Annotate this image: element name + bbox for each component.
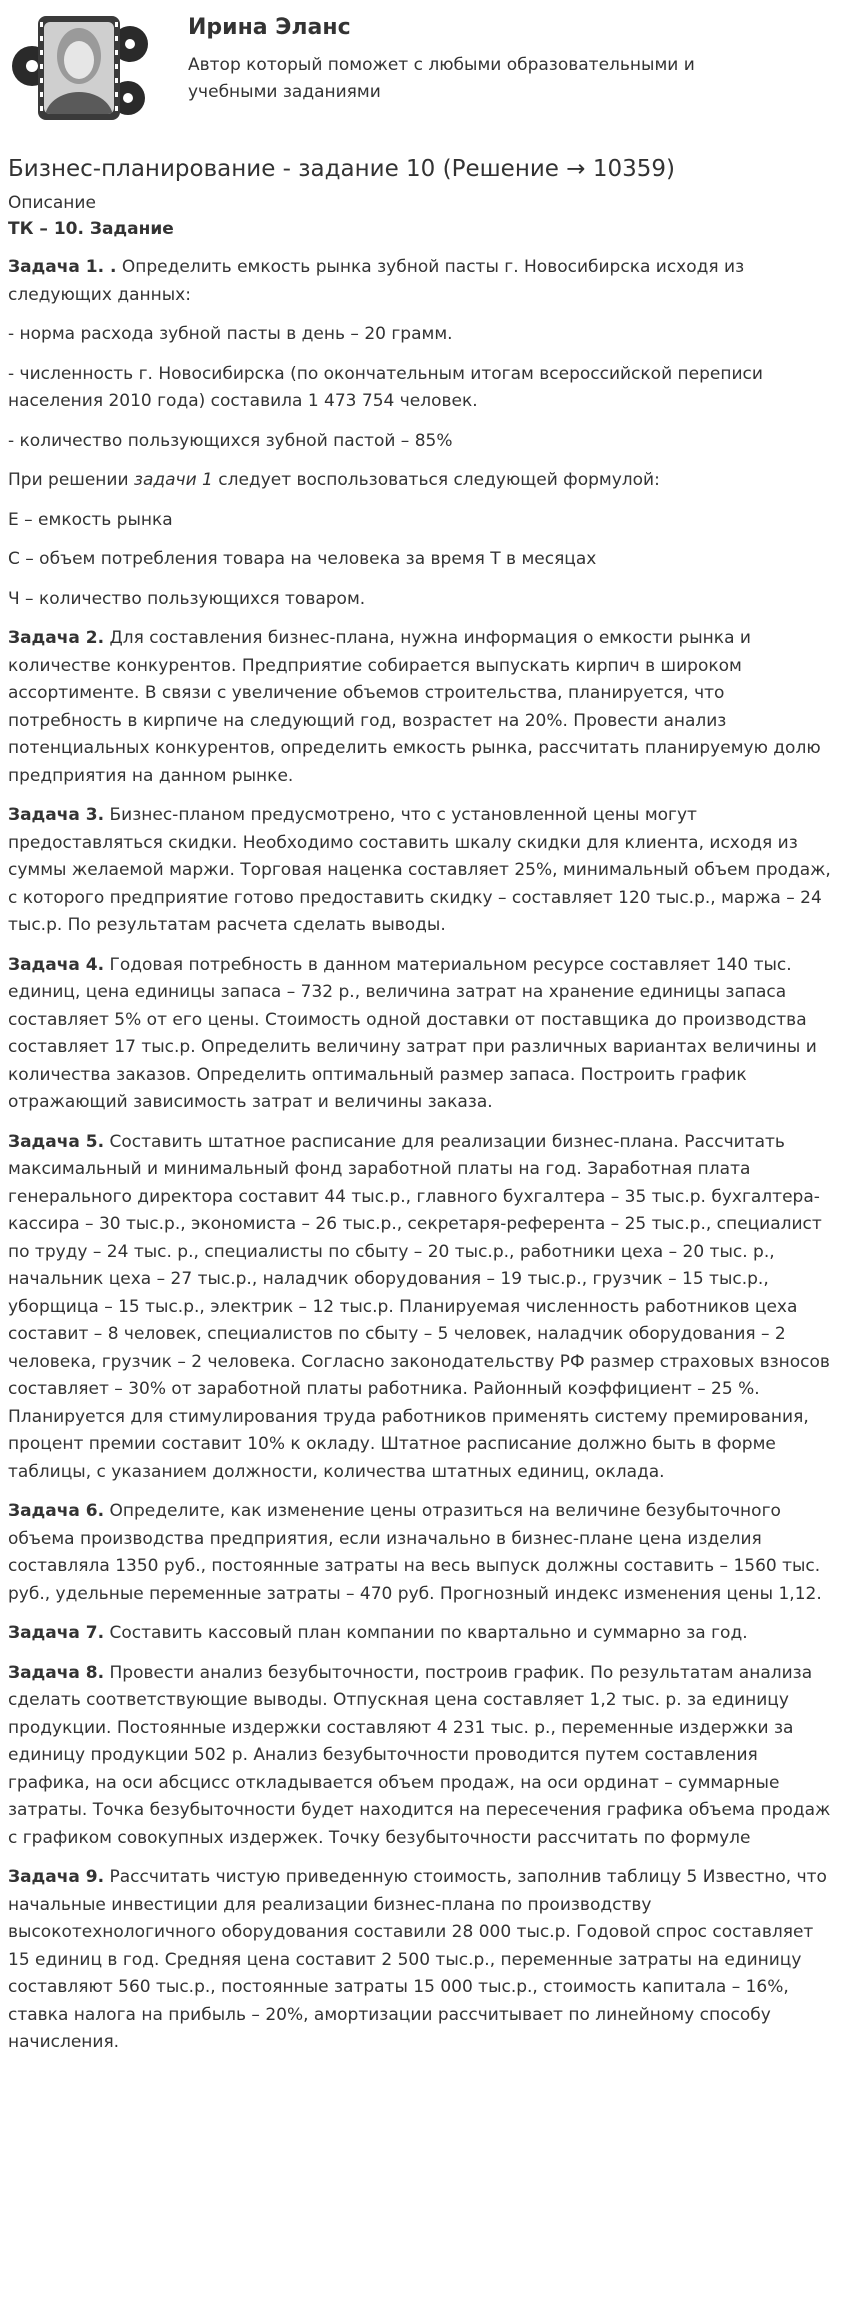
- paragraph-text: Ч – количество пользующихся товаром.: [8, 588, 366, 609]
- task-label: Задача 1. .: [8, 257, 117, 277]
- paragraph: [8, 1498, 838, 1608]
- paragraph: [8, 1620, 838, 1648]
- paragraph-text: Провести анализ безубыточности, построив график. По результатам анализа сделать соответствующие выводы. Отпускная цена составляет 1,2 тыс. р. за единицу продукции. Постоянные издержки составляют 4 231 тыс. р., переменные издержки за единицу продукции 502 р. Анализ безубыточности проводится путем составления графика, на оси абсцисс откладывается объем продаж, на оси ординат – суммарные затраты. Точка безубыточности будет находится на пересечения графика объема продаж с графиком совокупных издержек. Точку безубыточности рассчитать по формуле: [8, 1662, 831, 1848]
- paragraph-text: Бизнес-планом предусмотрено, что с установленной цены могут предоставляться скидки. Необходимо составить шкалу скидки для клиента, исходя из суммы желаемой маржи. Торговая наценка составляет 25%, минимальный объем продаж, с которого предприятие готово предоставить скидку – составляет 120 тыс.р., маржа – 24 тыс.р. По результатам расчета сделать выводы.: [8, 805, 831, 935]
- task-label: Задача 9.: [8, 1867, 105, 1887]
- paragraph: [8, 254, 838, 309]
- paragraph: [8, 1660, 838, 1853]
- paragraph-text: Рассчитать чистую приведенную стоимость, заполнив таблицу 5 Известно, что начальные инвестиции для реализации бизнес-плана по производству высокотехнологичного оборудования составили 28 000 тыс.р. Годовой спрос составляет 15 единиц в год. Средняя цена составит 2 500 тыс.р., переменные затраты на единицу составляют 560 тыс.р., постоянные затраты 15 000 тыс.р., стоимость капитала – 16%, ставка налога на прибыль – 20%, амортизации рассчитывает по линейному способу начисления.: [8, 1867, 827, 2052]
- paragraph: [8, 361, 838, 416]
- emphasis-text: задачи 1: [133, 470, 213, 490]
- page-title: Бизнес-планирование - задание 10 (Решение → 10359): [8, 156, 675, 182]
- paragraph: [8, 467, 838, 495]
- paragraph: [8, 321, 838, 349]
- paragraph-text: Составить штатное расписание для реализации бизнес-плана. Рассчитать максимальный и минимальный фонд заработной платы на год. Заработная плата генерального директора составит 44 тыс.р., главного бухгалтера – 35 тыс.р. бухгалтера-кассира – 30 тыс.р., экономиста – 26 тыс.р., секретаря-референта – 25 тыс.р., специалист по труду – 24 тыс. р., специалисты по сбыту – 20 тыс.р., работники цеха – 20 тыс. р., начальник цеха – 27 тыс.р., наладчик оборудования – 19 тыс.р., грузчик – 15 тыс.р., уборщица – 15 тыс.р., электрик – 12 тыс.р. Планируемая численность работников цеха составит – 8 человек, специалистов по сбыту – 5 человек, наладчик оборудования – 2 человека, грузчик – 2 человека. Согласно законодательству РФ размер страховых взносов составляет – 30% от заработной платы работника. Районный коэффициент – 25 %. Планируется для стимулирования труда работников применять систему премирования, процент премии составит 10% к окладу. Штатное расписание должно быть в форме таблицы, с указанием должности, количества штатных единиц, оклада.: [8, 1131, 830, 1482]
- task-label: Задача 2.: [8, 628, 105, 648]
- paragraph: [8, 428, 838, 456]
- paragraph-text: Для составления бизнес-плана, нужна информация о емкости рынка и количестве конкурентов. Предприятие собирается выпускать кирпич в широком ассортименте. В связи с увеличение объемов строительства, планируется, что потребность в кирпиче на следующий год, возрастет на 20%. Провести анализ потенциальных конкурентов, определить емкость рынка, рассчитать планируемую долю предприятия на данном рынке.: [8, 628, 821, 786]
- paragraph-text: С – объем потребления товара на человека за время Т в месяцах: [8, 549, 597, 569]
- paragraph-text: Составить кассовый план компании по квартально и суммарно за год.: [104, 1623, 748, 1643]
- paragraph: [8, 802, 838, 940]
- paragraph-text: Определить емкость рынка зубной пасты г. Новосибирска исходя из следующих данных:: [8, 257, 745, 305]
- paragraph: [8, 1864, 838, 2057]
- task-label: Задача 3.: [8, 805, 105, 825]
- author-avatar[interactable]: [10, 8, 152, 128]
- paragraph-text: При решении: [8, 470, 134, 490]
- paragraph: [8, 952, 838, 1117]
- task-label: Задача 6.: [8, 1501, 105, 1521]
- paragraph-text: следует воспользоваться следующей формулой:: [212, 470, 660, 490]
- task-label: Задача 4.: [8, 954, 105, 975]
- paragraph: [8, 1129, 838, 1487]
- paragraph-text: - норма расхода зубной пасты в день – 20 грамм.: [8, 324, 453, 344]
- author-description: Автор который поможет с любыми образовательными и учебными заданиями: [188, 55, 695, 102]
- paragraph-text: Е – емкость рынка: [8, 509, 173, 530]
- task-label: Задача 8.: [8, 1662, 105, 1683]
- task-label: Задача 5.: [8, 1131, 105, 1152]
- author-name[interactable]: Ирина Эланс: [188, 15, 351, 40]
- paragraph: [8, 546, 838, 574]
- avatar-film-frame-icon: [10, 8, 152, 128]
- paragraph-text: Определите, как изменение цены отразиться на величине безубыточного объема производства предприятия, если изначально в бизнес-плане цена изделия составляла 1350 руб., постоянные затраты на весь выпуск должны составить – 1560 тыс. руб., удельные переменные затраты – 470 руб. Прогнозный индекс изменения цены 1,12.: [8, 1501, 822, 1604]
- task-text: [8, 254, 839, 2057]
- paragraph: [8, 507, 838, 535]
- paragraph: [8, 586, 838, 614]
- paragraph: [8, 625, 838, 790]
- task-label: Задача 7.: [8, 1623, 105, 1643]
- paragraph-text: Годовая потребность в данном материальном ресурсе составляет 140 тыс. единиц, цена единицы запаса – 732 р., величина затрат на хранение единицы запаса составляет 5% от его цены. Стоимость одной доставки от поставщика до производства составляет 17 тыс.р. Определить величину затрат при различных вариантах величины и количества заказов. Определить оптимальный размер запаса. Построить график отражающий зависимость затрат и величины заказа.: [8, 954, 817, 1112]
- paragraph-text: - численность г. Новосибирска (по окончательным итогам всероссийской переписи населения 2010 года) составила 1 473 754 человек.: [8, 363, 763, 411]
- author-card: [8, 0, 839, 132]
- paragraph-text: - количество пользующихся зубной пастой – 85%: [8, 430, 453, 451]
- task-heading: ТК – 10. Задание: [8, 219, 174, 239]
- description-label: Описание: [8, 193, 96, 213]
